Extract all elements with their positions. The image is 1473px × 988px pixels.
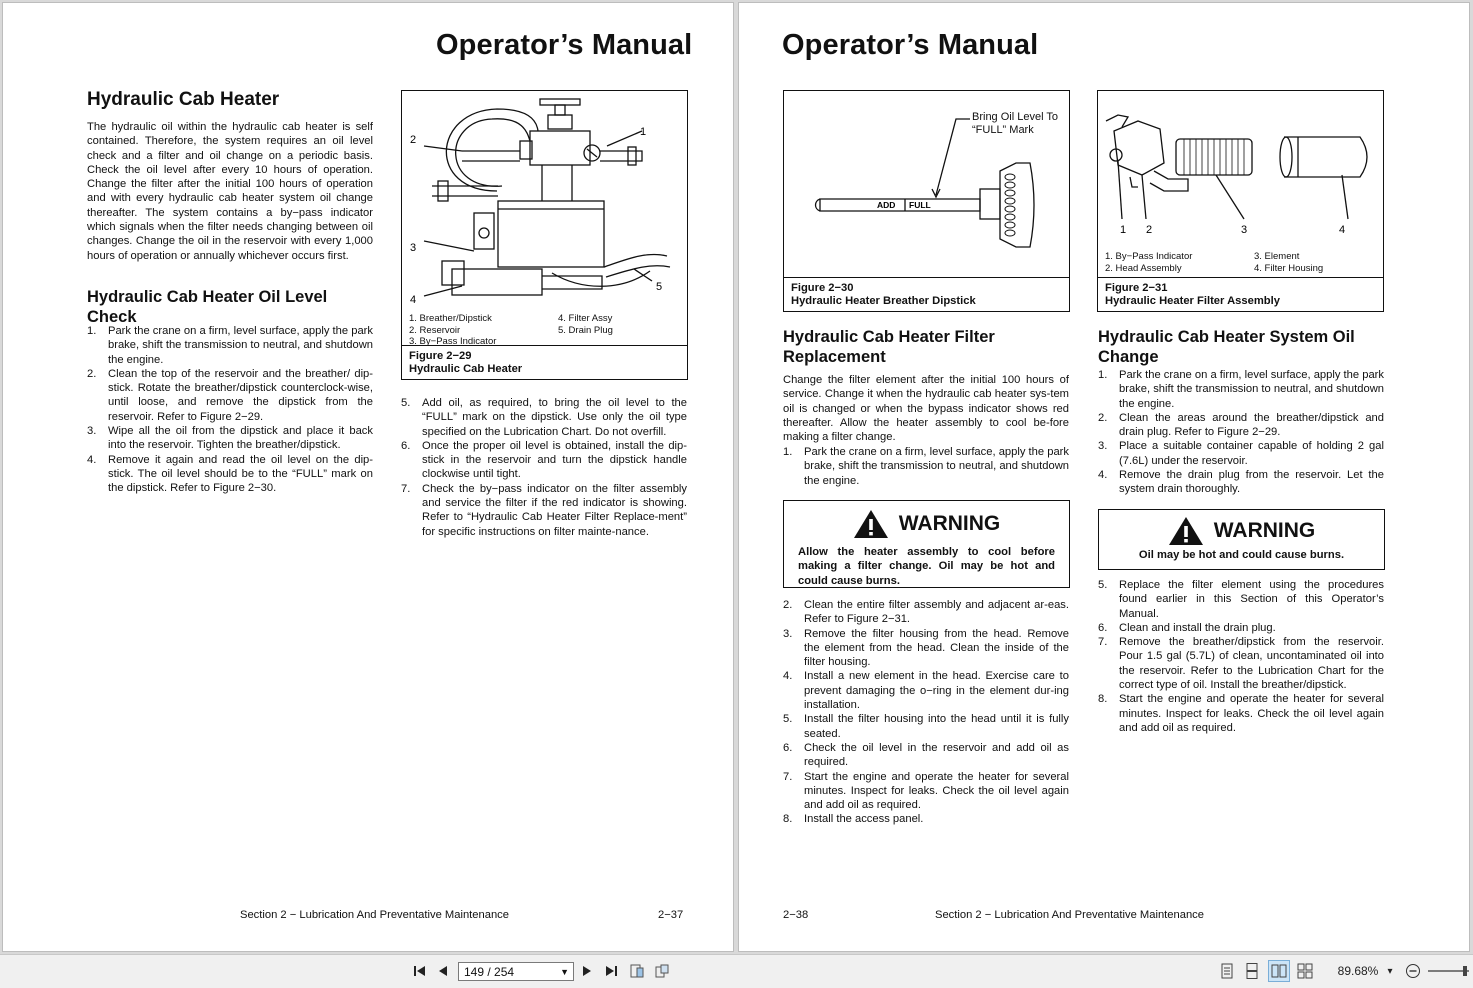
list-item: 8. Install the access panel.: [783, 813, 924, 826]
figure-dipstick: [783, 90, 1070, 312]
list-item: 4. Remove the drain plug from the reservoir. Let the system drain thoroughly.: [1098, 469, 1384, 496]
right-page: [739, 3, 1469, 951]
footer-section: Section 2 − Lubrication And Preventative Maintenance: [240, 909, 509, 921]
figure-legend: 1. By−Pass Indicator 2. Head Assembly: [1105, 251, 1193, 274]
figure-caption: Figure 2−31 Hydraulic Heater Filter Assembly: [1098, 277, 1383, 311]
list-item: 1. Park the crane on a firm, level surface, apply the park brake, shift the transmission to neutral, and shutdown the engine.: [1098, 369, 1384, 410]
chevron-down-icon[interactable]: ▼: [560, 967, 569, 977]
continuous-page-icon[interactable]: [1244, 962, 1260, 980]
next-page-icon[interactable]: [580, 962, 594, 980]
list-item: 8. Start the engine and operate the heater for several minutes. Inspect for leaks. Check the oil level again and add oil as required.: [1098, 693, 1384, 734]
page-layout-icon[interactable]: [628, 962, 646, 980]
two-page-continuous-icon[interactable]: [1297, 962, 1313, 980]
list-item: 5. Replace the filter element using the procedures found earlier in this Section of this Operator’s Manual.: [1098, 579, 1384, 620]
page-number-input[interactable]: 149 / 254 ▼: [458, 962, 574, 981]
filter-assembly-drawing: [1098, 91, 1383, 246]
list-item: 6. Check the oil level in the reservoir and add oil as required.: [783, 741, 1069, 769]
figure-filter-assembly: [1097, 90, 1384, 312]
figure-legend: 1. Breather/Dipstick 2. Reservoir 3. By−Pass Indicator: [409, 313, 497, 347]
warning-title: WARNING: [1213, 519, 1316, 542]
callout-4: 4: [1339, 224, 1346, 236]
warning-box: [1098, 509, 1385, 570]
callout-4: 4: [410, 294, 417, 306]
callout-3: 3: [1241, 224, 1248, 236]
first-page-icon[interactable]: [412, 962, 428, 980]
steps-list: [1098, 578, 1384, 735]
two-page-icon[interactable]: [1268, 960, 1290, 982]
viewer-toolbar: [0, 954, 1473, 988]
callout-5: 5: [656, 281, 663, 293]
list-item: 7. Remove the breather/dipstick from the reservoir. Pour 1.5 gal (5.7L) of clean, uncontaminated oil into the reservoir. Refer to the Lubrication Chart for the correct type of oil. Install the breather/dipstick.: [1098, 636, 1384, 692]
list-item: 7. Check the by−pass indicator on the filter assembly and service the filter if the red indicator is showing. Refer to “Hydraulic Cab Heater Filter Replace-ment” for specific instructions on filter mainte-nance.: [401, 482, 687, 538]
zoom-out-icon[interactable]: [1404, 962, 1422, 980]
figure-cab-heater: [401, 90, 688, 380]
zoom-slider[interactable]: [1426, 962, 1471, 980]
section-body: Change the filter element after the initial 100 hours of service. Change it when the hydraulic cab heater sys-tem oil is changed or when the bypass indicator shows red thereafter. Allow the heater assembly to cool be-fore making a filter change.: [783, 374, 1069, 444]
list-item: 2. Clean the areas around the breather/dipstick and drain plug. Refer to Figure 2−29.: [1098, 411, 1384, 439]
section-title: Hydraulic Cab Heater: [87, 89, 280, 110]
add-mark-label: ADD: [877, 200, 896, 210]
cab-heater-drawing: [402, 91, 687, 311]
callout-2: 2: [1146, 224, 1153, 236]
list-item: 2. Clean the entire filter assembly and adjacent ar-eas. Refer to Figure 2−31.: [783, 599, 1069, 626]
list-item: 2. Clean the top of the reservoir and the breather/ dip-stick. Rotate the breather/dipstick counterclock-wise, until loose, and remove the dipstick from the reservoir. Refer to Figure 2−29.: [87, 367, 373, 423]
steps-list: [783, 598, 1069, 827]
section-body: The hydraulic oil within the hydraulic cab heater is self contained. Therefore, the system requires an oil level check and a filter and oil change on a periodic basis. Check the oil level after every 10 hours of operation. Change the filter after the initial 100 hours of operation and with every hydraulic cab heater system oil change thereafter. The system contains a by−pass indicator which signals when the filter needs changing between oil changes. Change the oil in the reservoir with every 1,000 hours of operation or annually whichever occurs first.: [87, 121, 373, 262]
list-item: 3. Place a suitable container capable of holding 2 gal (7.6L) under the reservoir.: [1098, 440, 1384, 467]
section-title: Hydraulic Cab Heater System Oil Change: [1098, 328, 1355, 366]
figure-caption: Figure 2−30 Hydraulic Heater Breather Dipstick: [784, 277, 1069, 311]
single-page-icon[interactable]: [1219, 962, 1235, 980]
list-item: 5. Install the filter housing into the head until it is fully seated.: [783, 713, 1069, 740]
list-item: 3. Wipe all the oil from the dipstick and place it back into the reservoir. Tighten the breather/dipstick.: [87, 425, 373, 452]
figure-legend: 4. Filter Assy 5. Drain Plug: [558, 313, 613, 336]
figure-caption: Figure 2−29 Hydraulic Cab Heater: [402, 345, 687, 379]
list-item: 6. Clean and install the drain plug.: [1098, 621, 1276, 634]
footer-page-number: 2−38: [783, 909, 809, 921]
page-header: Operator’s Manual: [782, 29, 1039, 61]
list-item: 4. Install a new element in the head. Exercise care to prevent damaging the o−ring in the element dur-ing installation.: [783, 670, 1069, 712]
list-item: 7. Start the engine and operate the heater for several minutes. Inspect for leaks. Check the oil level again and add oil as required.: [783, 770, 1069, 812]
steps-list: [401, 396, 687, 539]
list-item: 3. Remove the filter housing from the head. Remove the element from the head. Clean the inside of the filter housing.: [783, 627, 1069, 669]
callout-2: 2: [410, 134, 417, 146]
steps-list: [783, 445, 1069, 488]
callout-3: 3: [410, 242, 417, 254]
section-title: Hydraulic Cab Heater Oil Level Check: [87, 288, 328, 326]
list-item: 1. Park the crane on a firm, level surface, apply the park brake, shift the transmission to neutral, and shutdown the engine.: [87, 325, 373, 366]
steps-list: [87, 324, 373, 496]
figure-legend: 3. Element 4. Filter Housing: [1254, 251, 1324, 274]
dipstick-note: Bring Oil Level To “FULL” Mark: [972, 111, 1059, 136]
warning-title: WARNING: [898, 512, 1001, 535]
footer-section: Section 2 − Lubrication And Preventative Maintenance: [935, 909, 1204, 921]
callout-1: 1: [640, 126, 647, 138]
callout-1: 1: [1120, 224, 1127, 236]
warning-triangle-icon: [853, 509, 889, 539]
zoom-level[interactable]: 89.68%: [1337, 964, 1379, 978]
list-item: 6. Once the proper oil level is obtained, install the dip-stick in the reservoir and turn the dipstick handle clockwise until tight.: [401, 439, 687, 481]
last-page-icon[interactable]: [603, 962, 619, 980]
warning-triangle-icon: [1168, 516, 1204, 546]
list-item: 1. Park the crane on a firm, level surface, apply the park brake, shift the transmission to neutral, and shutdown the engine.: [783, 446, 1069, 487]
page-header: Operator’s Manual: [436, 29, 693, 61]
prev-page-icon[interactable]: [436, 962, 450, 980]
warning-text: Oil may be hot and could cause burns.: [1138, 549, 1345, 561]
warning-text: Allow the heater assembly to cool before making a filter change. Oil may be hot and could cause burns.: [798, 546, 1055, 587]
steps-list: [1098, 368, 1384, 497]
footer-page-number: 2−37: [658, 909, 684, 921]
full-mark-label: FULL: [909, 200, 931, 210]
section-title: Hydraulic Cab Heater Filter Replacement: [783, 328, 995, 366]
list-item: 5. Add oil, as required, to bring the oil level to the “FULL” mark on the dipstick. Use only the oil type specified on the Lubrication Chart. Do not overfill.: [401, 397, 687, 438]
warning-box: [783, 500, 1070, 588]
list-item: 4. Remove it again and read the oil level on the dip-stick. The oil level should be to the “FULL” mark on the dipstick. Refer to Figure 2−30.: [87, 453, 373, 495]
chevron-down-icon[interactable]: ▾: [1387, 965, 1393, 977]
left-page: [3, 3, 733, 951]
rotate-icon[interactable]: [653, 962, 671, 980]
